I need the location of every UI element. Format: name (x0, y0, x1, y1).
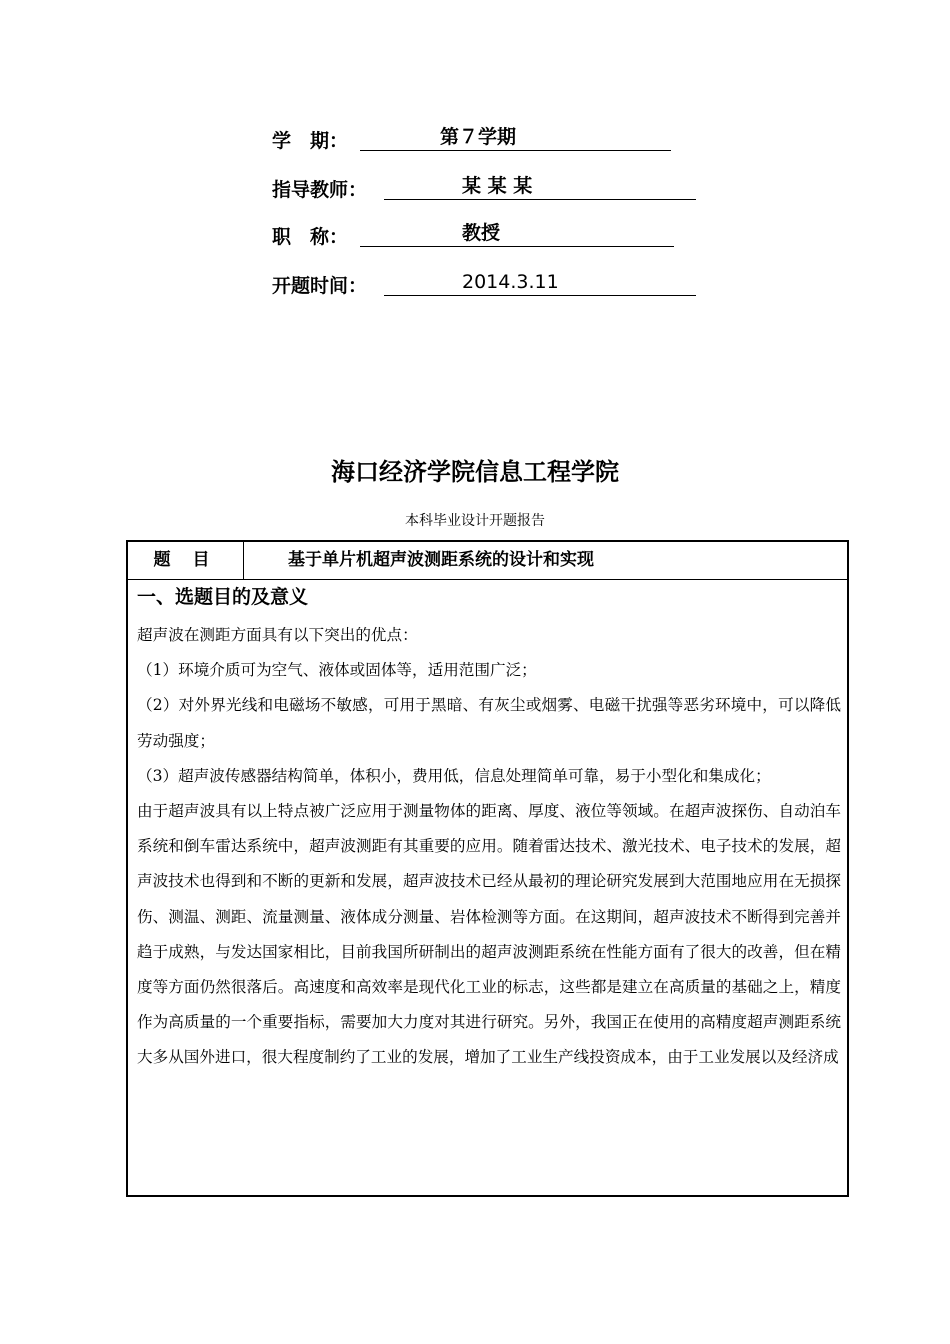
topic-title: 基于单片机超声波测距系统的设计和实现 (288, 550, 594, 570)
topic-row (128, 542, 847, 580)
advisor-value: 某 某 某 (462, 175, 533, 197)
report-table (126, 540, 849, 1197)
report-subtitle: 本科毕业设计开题报告 (405, 513, 545, 529)
paragraph: 由于超声波具有以上特点被广泛应用于测量物体的距离、厚度、液位等领域。在超声波探伤、自动泊车系统和倒车雷达系统中，超声波测距有其重要的应用。随着雷达技术、激光技术、电子技术的发展，超声波技术也得到和不断的更新和发展，超声波技术已经从最初的理论研究发展到大范围地应用在无损探伤、测温、测距、流量测量、液体成分测量、岩体检测等方面。在这期间，超声波技术不断得到完善并趋于成熟，与发达国家相比，目前我国所研制出的超声波测距系统在性能方面有了很大的改善，但在精度等方面仍然很落后。高速度和高效率是现代化工业的标志，这些都是建立在高质量的基础之上，精度作为高质量的一个重要指标，需要加大力度对其进行研究。另外，我国正在使用的高精度超声测距系统大多从国外进口，很大程度制约了工业的发展，增加了工业生产线投资成本，由于工业发展以及经济成 (137, 802, 841, 1067)
proposal-time-value: 2014.3.11 (462, 271, 559, 293)
paragraph: （3）超声波传感器结构简单，体积小，费用低，信息处理简单可靠，易于小型化和集成化； (137, 766, 771, 785)
paragraph: （2）对外界光线和电磁场不敏感，可用于黑暗、有灰尘或烟雾、电磁干扰强等恶劣环境中，可以降低劳动强度； (137, 696, 842, 750)
section-heading: 一、选题目的及意义 (137, 586, 309, 608)
paragraph: （1）环境介质可为空气、液体或固体等，适用范围广泛； (137, 661, 537, 680)
advisor-label: 指导教师： (272, 179, 368, 201)
title-rank-value-line (360, 222, 674, 247)
title-rank-value: 教授 (462, 222, 501, 244)
semester-value: 第７学期 (440, 126, 517, 148)
title-rank-label: 职 称： (272, 226, 349, 248)
proposal-time-value-line (384, 271, 696, 296)
paragraph: 超声波在测距方面具有以下突出的优点： (137, 626, 418, 644)
proposal-time-label: 开题时间： (272, 275, 368, 297)
advisor-value-line (384, 175, 696, 200)
semester-value-line (360, 126, 671, 151)
topic-label: 题 目 (128, 542, 244, 579)
section-body (137, 618, 841, 1076)
semester-label: 学 期： (272, 130, 349, 152)
school-name: 海口经济学院信息工程学院 (331, 458, 619, 486)
